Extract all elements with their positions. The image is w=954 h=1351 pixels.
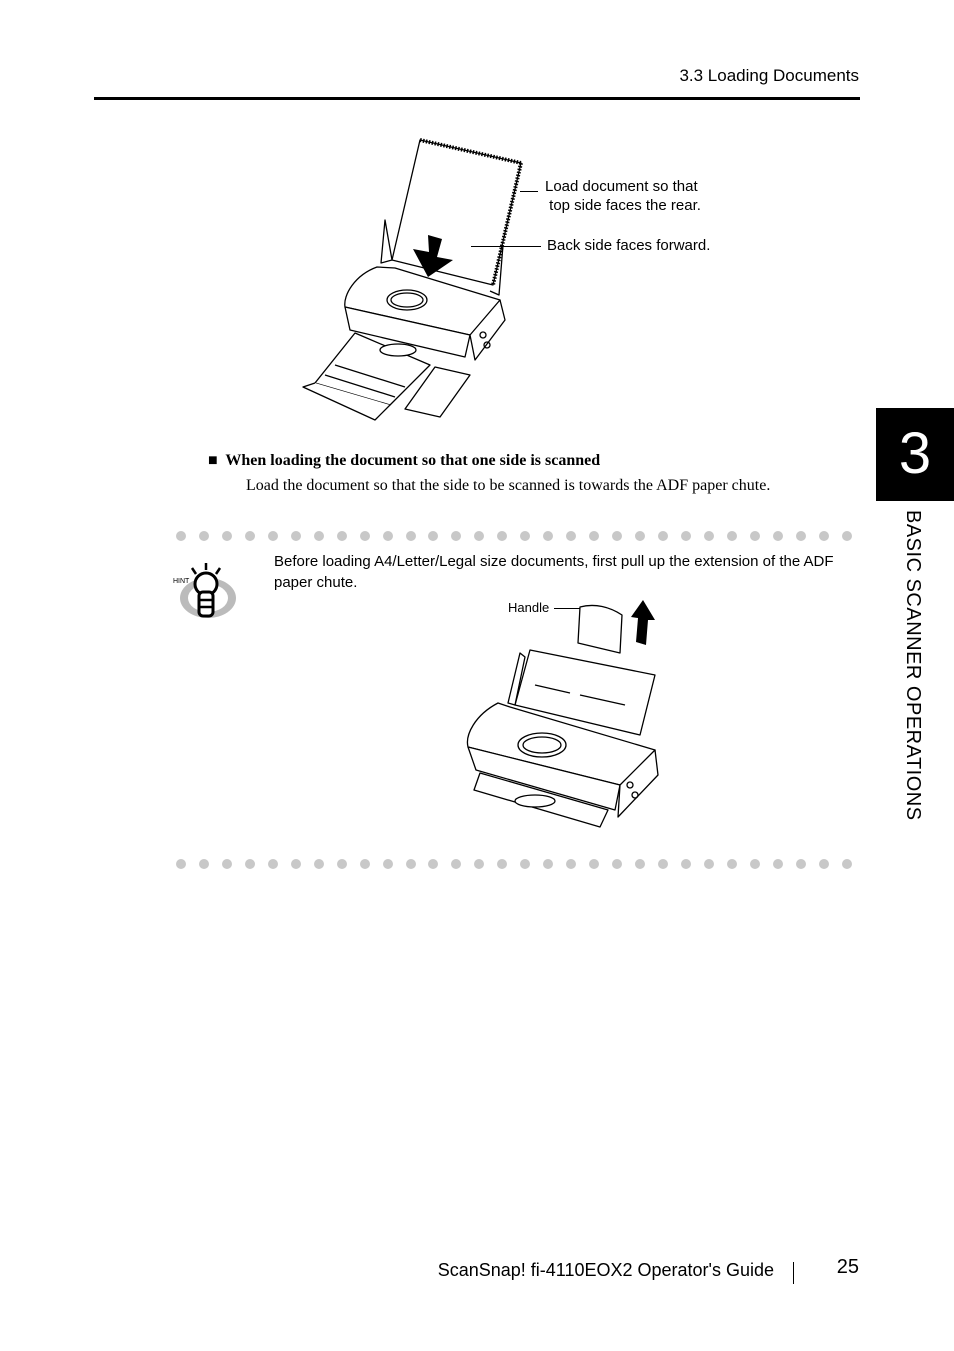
footer-separator (793, 1262, 794, 1284)
hint-text: Before loading A4/Letter/Legal size documents, first pull up the extension of the ADF paper chute. (274, 553, 834, 591)
handle-label: Handle (508, 600, 550, 615)
dotted-separator-top (176, 531, 852, 543)
footer-guide-title: ScanSnap! fi-4110EOX2 Operator's Guide (437, 1260, 774, 1280)
section-body: Load the document so that the side to be scanned is towards the ADF paper chute. (246, 477, 771, 494)
callout-leader (520, 191, 538, 192)
section-heading (208, 452, 600, 470)
square-bullet-icon: ■ (208, 452, 218, 469)
dotted-separator-bottom (176, 859, 852, 871)
chapter-number: 3 (898, 421, 932, 486)
chapter-side-title: BASIC SCANNER OPERATIONS (902, 510, 924, 821)
scanner-loading-illustration (295, 135, 535, 425)
callout-back-side: Back side faces forward. (547, 237, 711, 254)
header-rule (94, 97, 860, 100)
hint-icon-label: HINT (173, 578, 190, 585)
callout-leader (471, 246, 541, 247)
chapter-tab (876, 408, 954, 501)
section-title: 3.3 Loading Documents (679, 66, 859, 85)
hint-lightbulb-icon (172, 562, 238, 622)
callout-top-side: Load document so that top side faces the rear. (545, 178, 701, 214)
section-heading-text: When loading the document so that one side is scanned (225, 452, 601, 469)
page-number: 25 (836, 1256, 859, 1278)
scanner-extension-illustration (460, 595, 665, 840)
